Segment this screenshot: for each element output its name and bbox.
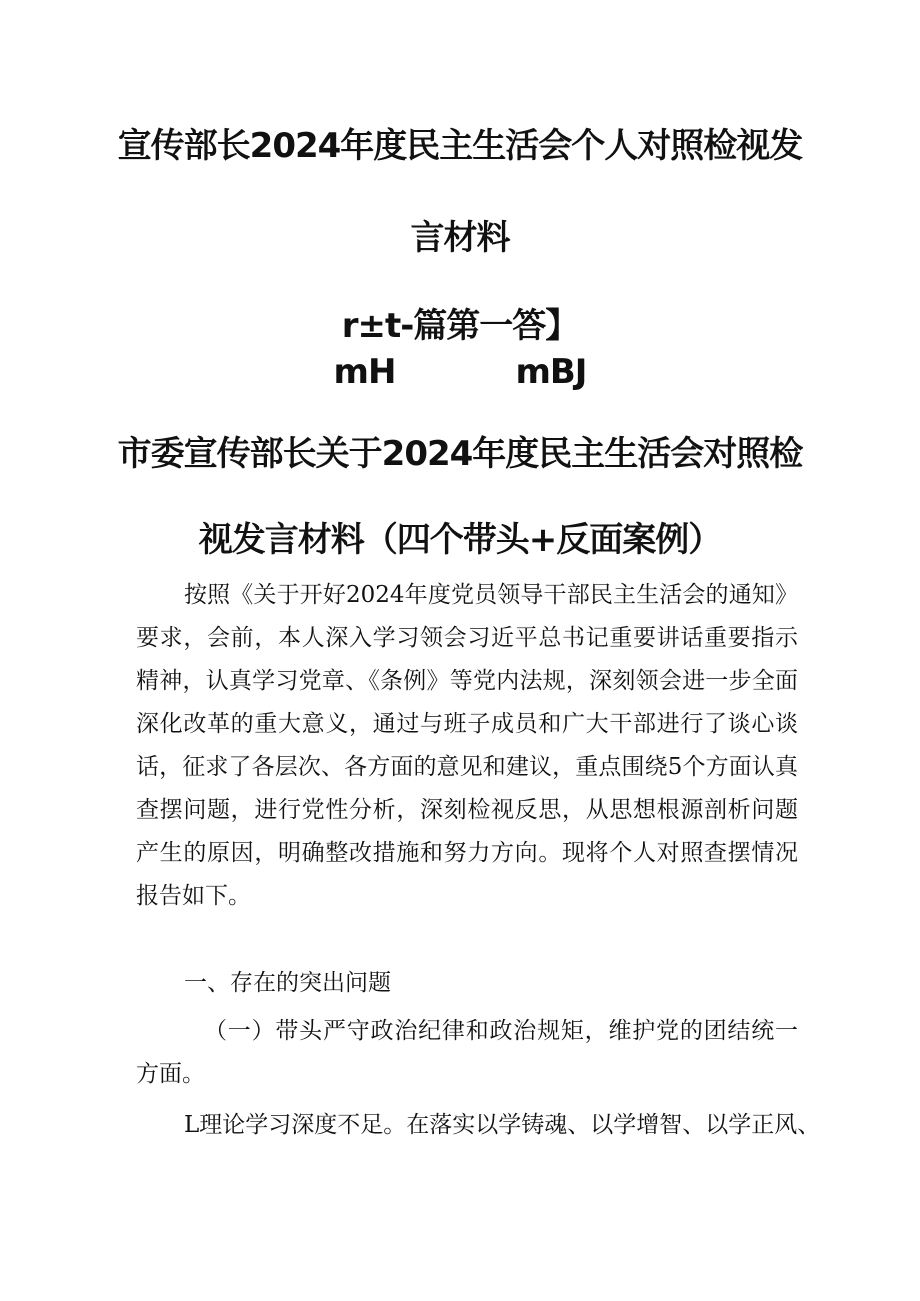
garbled-left-text: mH bbox=[333, 352, 396, 392]
subsection-heading: （一）带头严守政治纪律和政治规矩，维护党的团结统一方面。 bbox=[136, 1018, 798, 1087]
title-line-2: 言材料 bbox=[410, 218, 510, 258]
garbled-subheading bbox=[0, 352, 920, 392]
intro-paragraph: 按照《关于开好2024年度党员领导干部民主生活会的通知》要求，会前，本人深入学习领会习近平总书记重要讲话重要指示精神，认真学习党章、《条例》等党内法规，深刻领会进一步全面深化改革的重大意义，通过与班子成员和广大干部进行了谈心谈话，征求了各层次、各方面的意见和建议，重点围绕5个方面认真查摆问题，进行党性分析，深刻检视反思，从思想根源剖析问题产生的原因，明确整改措施和努力方向。现将个人对照查摆情况报告如下。 bbox=[136, 582, 798, 909]
point-1-paragraph: L理论学习深度不足。在落实以学铸魂、以学增智、以学正风、 bbox=[184, 1112, 821, 1138]
title-line-1: 宣传部长2024年度民主生活会个人对照检视发 bbox=[117, 126, 803, 166]
garbled-right-text: mBJ bbox=[515, 352, 587, 392]
section-heading: 一、存在的突出问题 bbox=[184, 970, 391, 996]
subtitle-line-2: 视发言材料（四个带头+反面案例） bbox=[198, 520, 722, 560]
subtitle-line-1: 市委宣传部长关于2024年度民主生活会对照检 bbox=[117, 434, 803, 474]
garbled-heading: r±t-篇第一答】 bbox=[341, 306, 579, 346]
